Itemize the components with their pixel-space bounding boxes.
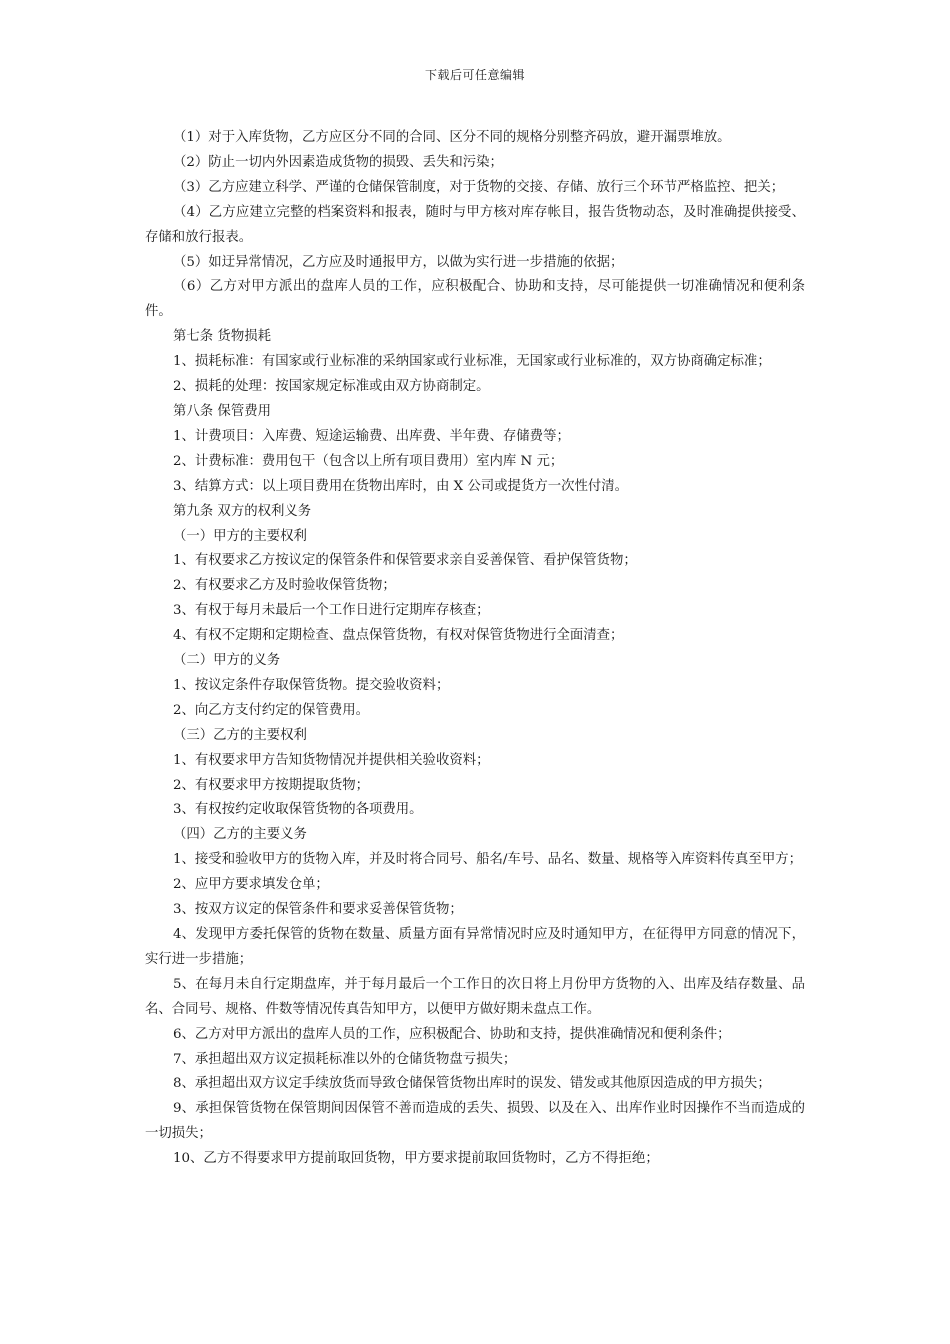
paragraph: （5）如迂异常情况，乙方应及时通报甲方，以做为实行进一步措施的依据； <box>173 254 624 270</box>
paragraph: 4、有权不定期和定期检查、盘点保管货物，有权对保管货物进行全面清查； <box>173 628 624 644</box>
paragraph: 8、承担超出双方议定手续放货而导致仓储保管货物出库时的误发、错发或其他原因造成的甲方损失； <box>173 1076 771 1092</box>
paragraph: 6、乙方对甲方派出的盘库人员的工作，应积极配合、协助和支持，提供准确情况和便利条件； <box>173 1026 731 1042</box>
subsection-heading: （二）甲方的义务 <box>173 653 281 669</box>
paragraph: 1、计费项目：入库费、短途运输费、出库费、半年费、存储费等； <box>173 428 570 444</box>
paragraph: （1）对于入库货物，乙方应区分不同的合同、区分不同的规格分别整齐码放，避开漏票堆放。 <box>173 130 731 145</box>
paragraph: 3、有权按约定收取保管货物的各项费用。 <box>173 802 423 818</box>
paragraph: （6）乙方对甲方派出的盘库人员的工作，应积极配合、协助和支持，尽可能提供一切准确情况和便利条件。 <box>145 279 805 320</box>
paragraph: （3）乙方应建立科学、严谨的仓储保管制度，对于货物的交接、存储、放行三个环节严格监控、把关； <box>173 179 785 195</box>
paragraph: 3、结算方式：以上项目费用在货物出库时，由 X 公司或提货方一次性付清。 <box>173 478 629 494</box>
paragraph: 2、损耗的处理：按国家规定标准或由双方协商制定。 <box>173 379 490 395</box>
paragraph: 2、有权要求甲方按期提取货物； <box>173 777 369 793</box>
paragraph: 7、承担超出双方议定损耗标准以外的仓储货物盘亏损失； <box>173 1051 517 1067</box>
paragraph: 3、有权于每月未最后一个工作日进行定期库存核查； <box>173 603 490 619</box>
subsection-heading: （四）乙方的主要义务 <box>173 827 307 843</box>
section-heading: 第七条 货物损耗 <box>173 329 271 345</box>
paragraph: 2、有权要求乙方及时验收保管货物； <box>173 578 396 594</box>
paragraph: 2、应甲方要求填发仓单； <box>173 877 329 893</box>
paragraph: （4）乙方应建立完整的档案资料和报表，随时与甲方核对库存帐目，报告货物动态，及时准确提供接受、存储和放行报表。 <box>145 204 805 245</box>
paragraph: 2、向乙方支付约定的保管费用。 <box>173 702 369 718</box>
subsection-heading: （三）乙方的主要权利 <box>173 727 307 743</box>
section-heading: 第八条 保管费用 <box>173 403 271 419</box>
paragraph: （2）防止一切内外因素造成货物的损毁、丢失和污染； <box>173 154 503 170</box>
paragraph: 1、接受和验收甲方的货物入库，并及时将合同号、船名/车号、品名、数量、规格等入库资料传真至甲方； <box>173 852 802 868</box>
paragraph: 10、乙方不得要求甲方提前取回货物，甲方要求提前取回货物时，乙方不得拒绝； <box>173 1151 659 1167</box>
page-header: 下载后可任意编辑 <box>424 68 525 82</box>
paragraph: 1、按议定条件存取保管货物。提交验收资料； <box>173 677 450 693</box>
section-heading: 第九条 双方的权利义务 <box>173 503 312 519</box>
paragraph: 3、按双方议定的保管条件和要求妥善保管货物； <box>173 902 463 918</box>
subsection-heading: （一）甲方的主要权利 <box>173 528 307 544</box>
paragraph: 1、有权要求甲方告知货物情况并提供相关验收资料； <box>173 752 490 768</box>
paragraph: 9、承担保管货物在保管期间因保管不善而造成的丢失、损毁、以及在入、出库作业时因操作不当而造成的一切损失； <box>145 1101 805 1142</box>
paragraph: 2、计费标准：费用包干（包含以上所有项目费用）室内库 N 元； <box>173 453 564 469</box>
paragraph: 4、发现甲方委托保管的货物在数量、质量方面有异常情况时应及时通知甲方，在征得甲方同意的情况下，实行进一步措施； <box>145 927 805 967</box>
paragraph: 1、损耗标准：有国家或行业标准的采纳国家或行业标准，无国家或行业标准的，双方协商确定标准； <box>173 354 771 370</box>
paragraph: 5、在每月未自行定期盘库，并于每月最后一个工作日的次日将上月份甲方货物的入、出库及结存数量、品名、合同号、规格、件数等情况传真告知甲方，以便甲方做好期未盘点工作。 <box>145 976 805 1017</box>
document-body <box>145 126 805 1172</box>
paragraph: 1、有权要求乙方按议定的保管条件和保管要求亲自妥善保管、看护保管货物； <box>173 553 637 569</box>
